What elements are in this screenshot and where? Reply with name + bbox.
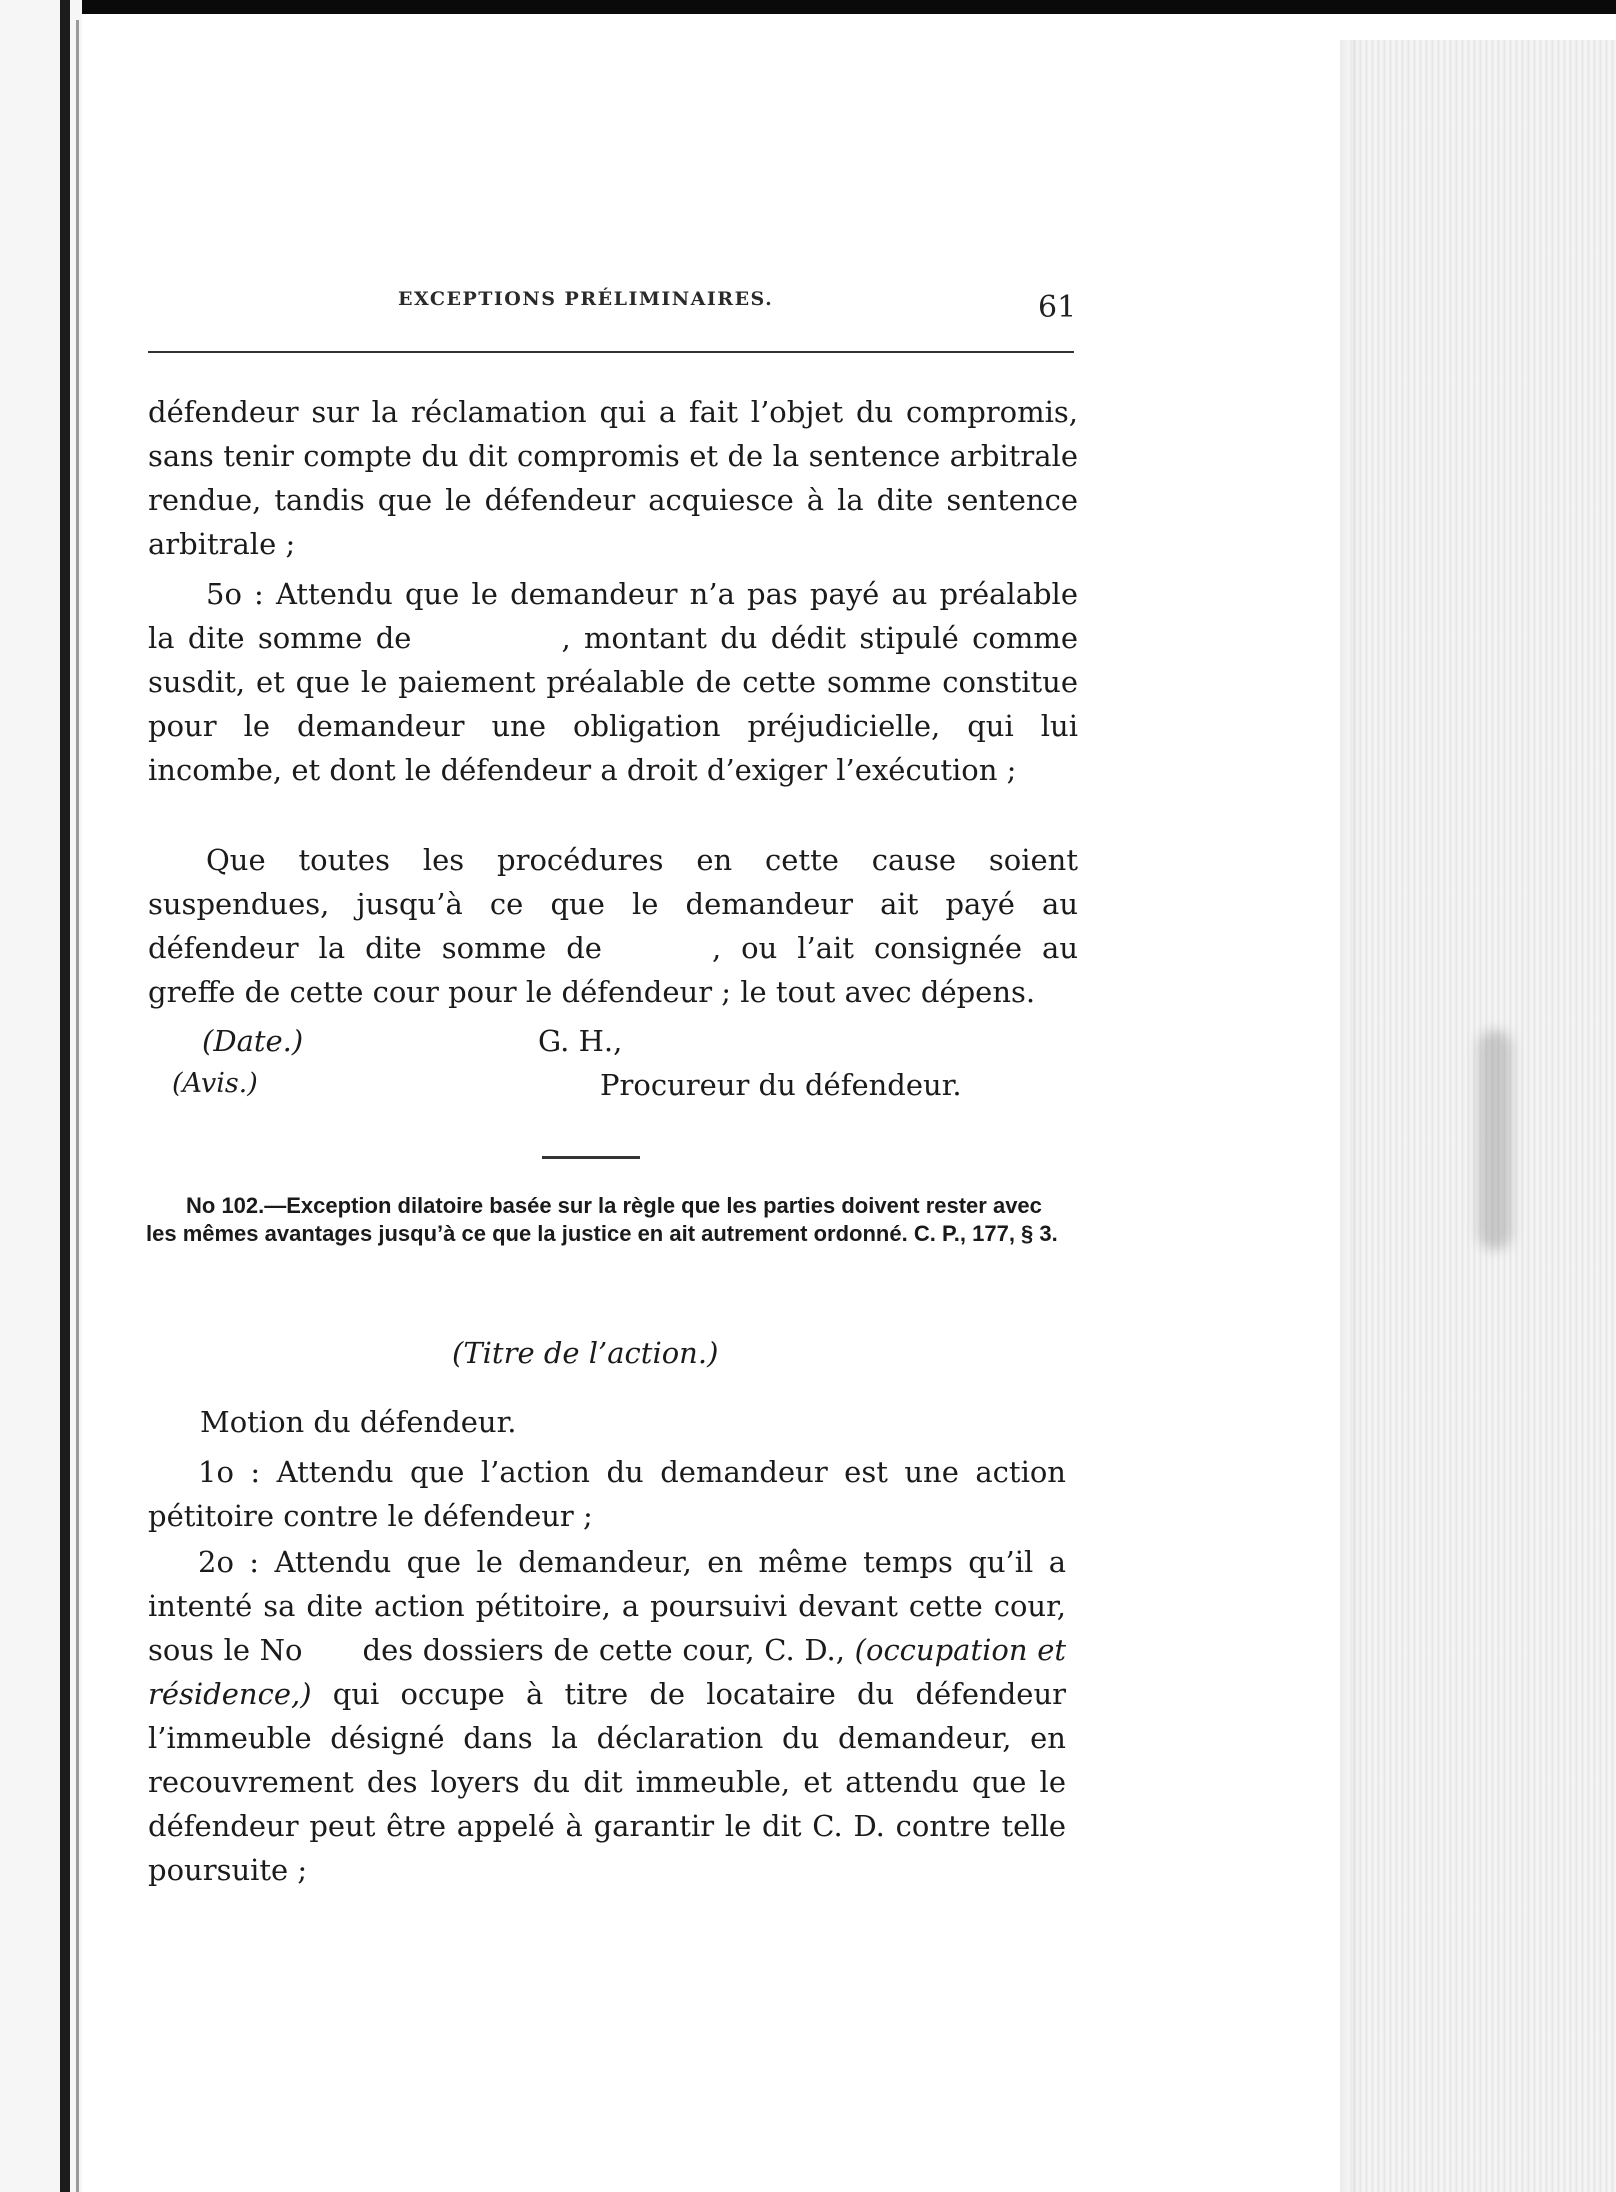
motion-line: Motion du défendeur. [200,1405,517,1439]
spine-shadow [60,0,70,2192]
section-heading-reference: C. P., 177, § 3. [913,1221,1058,1246]
paragraph-2o-part-b: des dossiers de cette cour, C. D., [362,1633,845,1667]
spine-edge [76,20,79,2192]
signature-avis: (Avis.) [172,1068,258,1099]
paragraph-1o: 1o : Attendu que l’action du demandeur est une action pétitoire contre le défendeur ; [148,1455,1066,1533]
fore-edge-shadow [1340,40,1360,2192]
paragraph-2o-part-d: qui occupe à titre de locataire du défendeur l’immeuble désigné dans la déclaration du demandeur, en recouvrement des loyers du dit immeuble, et attendu que le défendeur peut être appelé à garantir le dit C. D. contre telle poursuite ; [148,1677,1067,1887]
section-heading [146,1192,1058,1248]
paragraph-conclusion-part-b: , ou l’ait consignée au greffe de cette cour pour le défendeur ; le tout avec dépens. [148,931,1078,1009]
edge-smudge [1478,1030,1512,1250]
paragraph-2o-part-a: 2o : Attendu que le demandeur, en même temps qu’il a intenté sa dite action pétitoire, a poursuivi devant cette cour, sous le No [148,1545,1066,1667]
titre-de-l-action: (Titre de l’action.) [452,1336,719,1370]
header-rule [148,351,1074,353]
paragraph-conclusion [148,838,1078,1014]
signature-name: G. H., [538,1024,623,1058]
paragraph-2o-italic: (occupation et résidence,) [148,1633,1067,1711]
signature-procureur: Procureur du défendeur. [600,1068,962,1102]
section-heading-title: No 102.—Exception dilatoire basée sur la règle que les parties doivent rester avec les mêmes avantages jusqu’à ce que la justice en ait autrement ordonné. [146,1193,1042,1246]
running-title: EXCEPTIONS PRÉLIMINAIRES. [398,288,774,310]
paragraph-5o-part-a: 5o : Attendu que le demandeur n’a pas payé au préalable la dite somme de [148,577,1078,655]
paragraph-conclusion-part-a: Que toutes les procédures en cette cause soient suspendues, jusqu’à ce que le demandeur ait payé au défendeur la dite somme de [148,843,1078,965]
section-separator [542,1156,640,1159]
paragraph-2o [148,1540,1066,1892]
page-number: 61 [1038,290,1077,325]
signature-date: (Date.) [202,1024,304,1058]
scan-top-border [0,0,1616,14]
paragraph-5o [148,572,1078,792]
paragraph-5o-part-b: , montant du dédit stipulé comme susdit, et que le paiement préalable de cette somme constitue pour le demandeur une obligation préjudicielle, qui lui incombe, et dont le défendeur a droit d’exiger l’exécution ; [148,621,1079,787]
paragraph-continuation: défendeur sur la réclamation qui a fait l’objet du compromis, sans tenir compte du dit compromis et de la sentence arbitrale rendue, tandis que le défendeur acquiesce à la dite sentence arbitrale ; [148,395,1078,561]
